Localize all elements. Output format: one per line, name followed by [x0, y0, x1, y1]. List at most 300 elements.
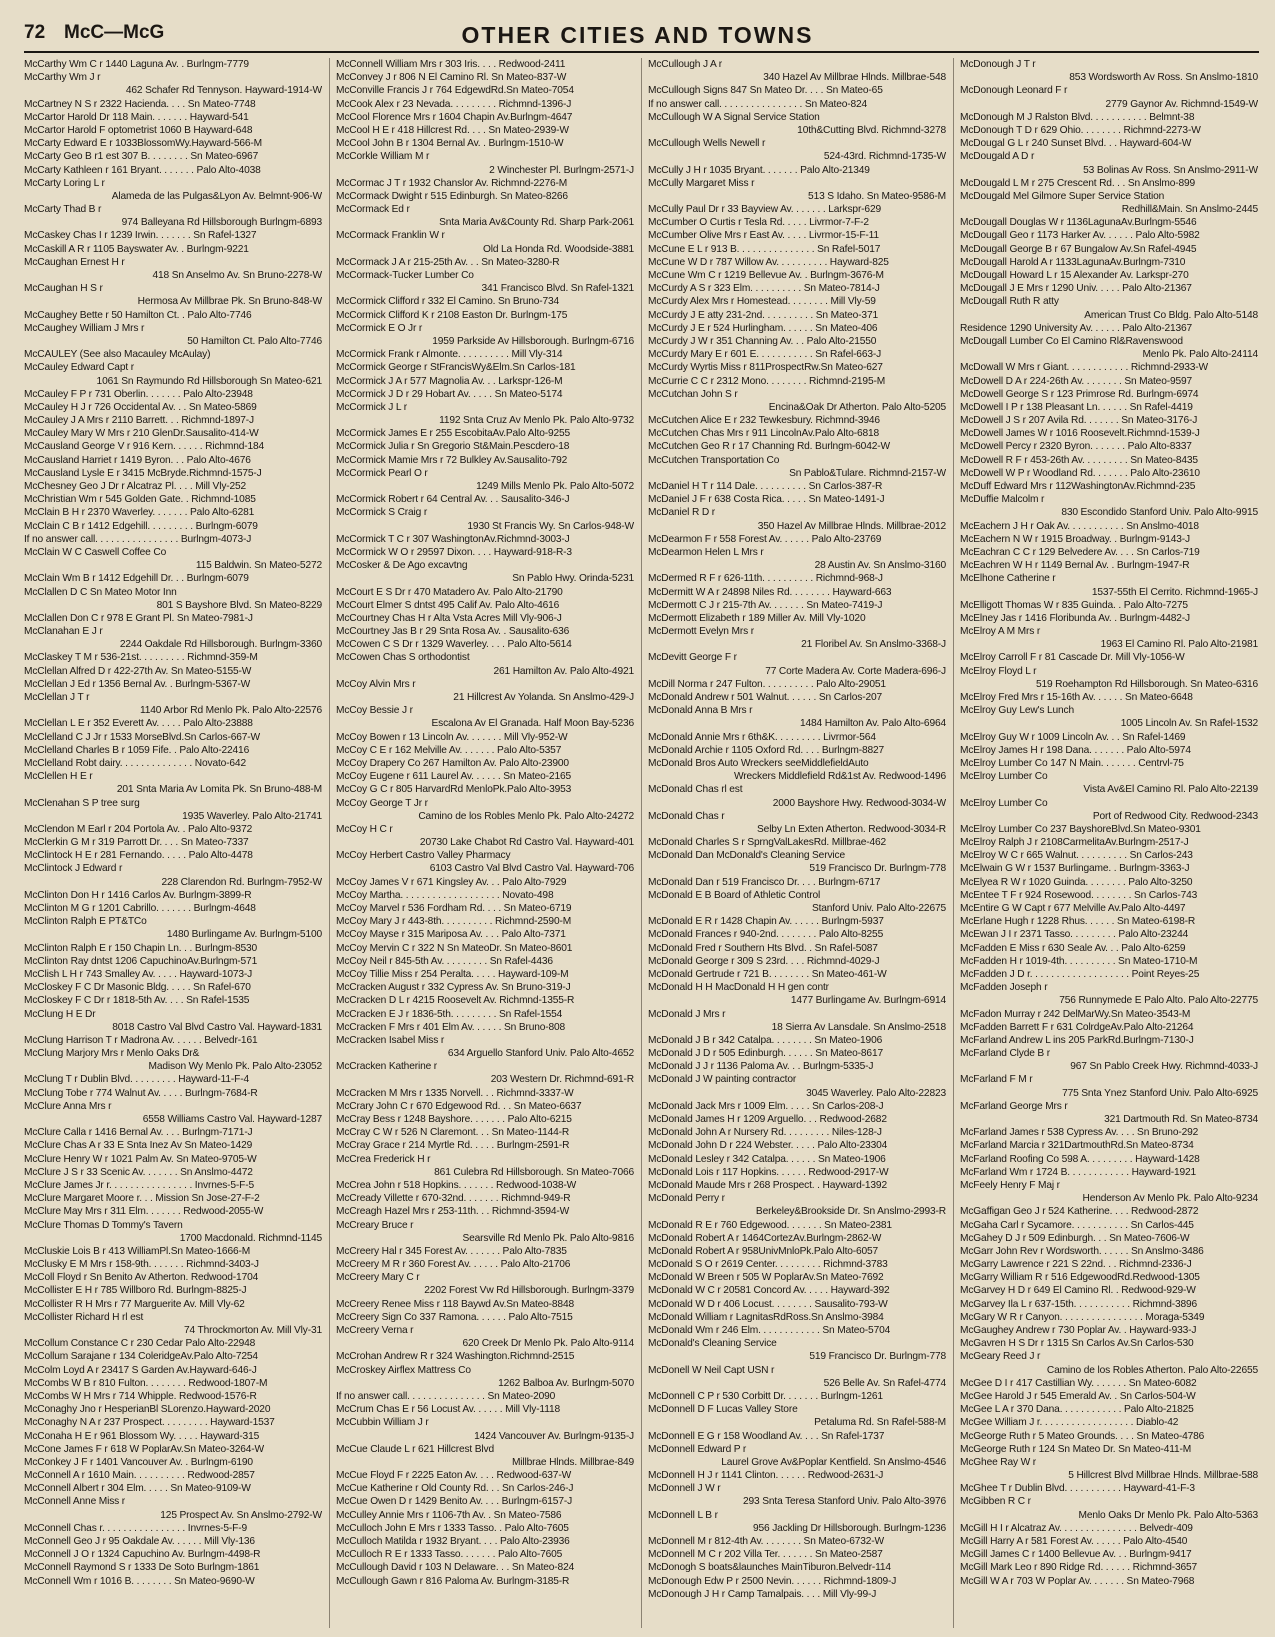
listing-line: McDonough Edw P r 2500 Nevin. . . . . . Richmnd-1809-J: [648, 1575, 897, 1587]
listing-line: McCoy Drapery Co 267 Hamilton Av. Palo Alto-23900: [336, 757, 569, 769]
listing-line: McDonnell Edward P r: [648, 1443, 747, 1455]
listing-line: McCaughey Bette r 50 Hamilton Ct. . Palo Alto-7746: [24, 309, 252, 321]
listing-line: McClain C B r 1412 Edgehill. . . . . . . . . Burlngm-6079: [24, 520, 258, 532]
listing-line: McDonald William r LagnitasRdRoss.Sn Anslmo-3984: [648, 1311, 884, 1323]
listing-line: McCrum Chas E r 56 Locust Av. . . . . . Mill Vly-1118: [336, 1404, 560, 1416]
listing-line: McCormick George r StFrancisWy&Elm.Sn Carlos-181: [336, 362, 576, 374]
listing-line: McCreery Renee Miss r 118 Baywd Av.Sn Mateo-8848: [336, 1298, 574, 1310]
listing-line: McGhee Ray W r: [960, 1456, 1037, 1468]
listing-line: McEachern J H r Oak Av. . . . . . . . . . . Sn Anslmo-4018: [960, 520, 1199, 532]
listing-line: McFarland Clyde B r: [960, 1048, 1050, 1060]
listing-line: McCollum Constance C r 230 Cedar Palo Alto-22948: [24, 1338, 256, 1350]
listing-line: McDougald L M r 275 Crescent Rd. . . Sn Anslmo-899: [960, 177, 1196, 189]
listing-line: 1249 Mills Menlo Pk. Palo Alto-5072: [476, 481, 634, 492]
listing-line: McCluskie Lois B r 413 WilliamPl.Sn Mateo-1666-M: [24, 1245, 251, 1257]
listing-line: If no answer call. . . . . . . . . . . . . . . Sn Mateo-2090: [336, 1390, 556, 1402]
listing-line: 10th&Cutting Blvd. Richmnd-3278: [797, 124, 946, 136]
listing-line: McClain B H r 2370 Waverley. . . . . . . Palo Alto-6281: [24, 507, 255, 519]
listing-line: McElroy Guy W r 1009 Lincoln Av. . . Sn Rafel-1469: [960, 731, 1186, 743]
listing-line: 801 S Bayshore Blvd. Sn Mateo-8229: [156, 599, 322, 611]
listing-line: McGary W R r Canyon. . . . . . . . . . . . . . . . Moraga-5349: [960, 1311, 1205, 1323]
listing-line: McDermott C J r 215-7th Av. . . . . . . Sn Mateo-7419-J: [648, 599, 883, 611]
listing-line: McDougall Harold A r 1133LagunaAv.Burlngm-7310: [960, 256, 1186, 268]
listing-line: McCormick J A r 577 Magnolia Av. . . Larkspr-126-M: [336, 375, 563, 387]
listing-line: McClallen D C Sn Mateo Motor Inn: [24, 586, 177, 598]
listing-line: McErlane Hugh r 1228 Rhus. . . . . . Sn Mateo-6198-R: [960, 916, 1196, 928]
listing-line: McGaha Carl r Sycamore. . . . . . . . . . . Sn Carlos-445: [960, 1219, 1194, 1231]
listing-line: McDonald Anna B Mrs r: [648, 705, 753, 717]
listing-line: 1061 Sn Raymundo Rd Hillsborough Sn Mateo-621: [96, 375, 322, 387]
listing-line: McDearmon F r 558 Forest Av. . . . . . Palo Alto-23769: [648, 533, 882, 545]
listing-line: 8018 Castro Val Blvd Castro Val. Hayward-1831: [112, 1021, 322, 1033]
listing-line: McCartney N S r 2322 Hacienda. . . . Sn Mateo-7748: [24, 98, 256, 110]
listing-line: McDonogh S boats&launches MainTiburon.Belvedr-114: [648, 1562, 891, 1574]
listing-line: McElroy A M Mrs r: [960, 626, 1041, 638]
listing-line: McConnell Wm r 1016 B. . . . . . . . Sn Mateo-9690-W: [24, 1575, 255, 1587]
listing-line: McDonough Leonard F r: [960, 85, 1068, 97]
listing-line: McCaughan Ernest H r: [24, 256, 125, 268]
listing-line: McCoy H C r: [336, 823, 393, 835]
listing-line: McCrea Frederick H r: [336, 1153, 431, 1165]
listing-line: McDowell R F r 453-26th Av. . . . . . . . . Sn Mateo-8435: [960, 454, 1198, 466]
listing-line: McCarthy Wm J r: [24, 72, 101, 84]
listing-line: McCarty Kathleen r 161 Bryant. . . . . . . Palo Alto-4038: [24, 164, 261, 176]
listing-line: 1192 Snta Cruz Av Menlo Pk. Palo Alto-9732: [439, 415, 634, 427]
listing-line: McClinton Ray dntst 1206 CapuchinoAv.Burlngm-571: [24, 955, 258, 967]
listing-line: McDonald Andrew r 501 Walnut. . . . . . Sn Carlos-207: [648, 692, 883, 703]
listing-line: McConnell Chas r. . . . . . . . . . . . . . . . Invrnes-5-F-9: [24, 1522, 247, 1534]
listing-line: Escalona Av El Granada. Half Moon Bay-5236: [431, 718, 634, 730]
listing-line: Madison Wy Menlo Pk. Palo Alto-23052: [148, 1061, 322, 1073]
listing-line: McCauley J A Mrs r 2110 Barrett. . . Richmnd-1897-J: [24, 415, 254, 427]
listing-line: 77 Corte Madera Av. Corte Madera-696-J: [765, 665, 946, 677]
listing-line: McCreery M R r 360 Forest Av. . . . . . Palo Alto-21706: [336, 1259, 571, 1271]
listing-line: McEwan J I r 2371 Tasso. . . . . . . . . Palo Alto-23244: [960, 929, 1189, 941]
listing-line: McCormick E O Jr r: [336, 322, 423, 334]
listing-line: McCone James F r 618 W PoplarAv.Sn Mateo-3264-W: [24, 1443, 264, 1455]
listing-line: 775 Snta Ynez Stanford Univ. Palo Alto-6925: [1062, 1087, 1258, 1099]
listing-line: McCrohan Andrew R r 324 Washington.Richmnd-2515: [336, 1351, 575, 1363]
listing-line: 519 Francisco Dr. Burlngm-778: [809, 863, 946, 875]
listing-line: McConnell Anne Miss r: [24, 1496, 126, 1508]
listing-line: McDougald A D r: [960, 151, 1035, 163]
listing-line: Hermosa Av Millbrae Pk. Sn Bruno-848-W: [137, 296, 322, 308]
listing-line: McCutchan John S r: [648, 388, 738, 400]
listing-line: McDowell James W r 1016 Roosevelt.Richmnd-1539-J: [960, 428, 1200, 440]
listing-line: McCarty Geo B r1 est 307 B. . . . . . . . Sn Mateo-6967: [24, 151, 259, 163]
listing-line: McElroy Fred Mrs r 15-16th Av. . . . . . Sn Mateo-6648: [960, 692, 1193, 703]
listing-line: McCormick Robert r 64 Central Av. . . Sausalito-346-J: [336, 494, 570, 506]
listing-line: McConnell J O r 1324 Capuchino Av. Burlngm-4498-R: [24, 1549, 261, 1561]
listing-line: McDonnell M r 812-4th Av. . . . . . . . Sn Mateo-6732-W: [648, 1536, 884, 1547]
listing-line: 634 Arguello Stanford Univ. Palo Alto-4652: [447, 1048, 634, 1060]
listing-line: McDermott Elizabeth r 189 Miller Av. Mill Vly-1020: [648, 612, 866, 624]
listing-line: McCAULEY (See also Macauley McAulay): [24, 349, 211, 361]
listing-line: McConkey J F r 1401 Vancouver Av. . Burlngm-6190: [24, 1456, 253, 1468]
listing-line: McDonnell D F Lucas Valley Store: [648, 1404, 798, 1416]
listing-column-2: [336, 58, 634, 1628]
listing-line: McDougall Geo r 1173 Harker Av. . . . . . Palo Alto-5982: [960, 230, 1200, 242]
section-title: OTHER CITIES AND TOWNS: [461, 22, 814, 48]
listing-line: McElroy Ralph J r 2108CarmelitaAv.Burlngm-2517-J: [960, 837, 1189, 849]
listing-line: 2244 Oakdale Rd Hillsborough. Burlngm-3360: [119, 639, 322, 651]
listing-line: 341 Francisco Blvd. Sn Rafel-1321: [481, 283, 634, 295]
listing-line: McDowell D A r 224-26th Av. . . . . . . . Sn Mateo-9597: [960, 375, 1193, 387]
listing-line: McCaughan H S r: [24, 283, 103, 295]
listing-line: McDonnell C P r 530 Corbitt Dr. . . . . . . Burlngm-1261: [648, 1390, 883, 1402]
listing-line: McCloskey F C Dr Masonic Bldg. . . . . Sn Rafel-670: [24, 982, 251, 994]
listing-line: McDougald Mel Gilmore Super Service Station: [960, 190, 1165, 202]
listing-line: McCreery Mary C r: [336, 1272, 420, 1284]
listing-line: Camino de los Robles Atherton. Palo Alto-22655: [1046, 1364, 1258, 1376]
listing-line: McClain Wm B r 1412 Edgehill Dr. . . Burlngm-6079: [24, 573, 249, 585]
listing-line: McCracken D L r 4215 Roosevelt Av. Richmnd-1355-R: [336, 995, 575, 1007]
listing-line: McGarr John Rev r Wordsworth. . . . . . Sn Anslmo-3486: [960, 1245, 1204, 1257]
listing-line: McClellan L E r 352 Everett Av. . . . . Palo Alto-23888: [24, 718, 253, 730]
listing-line: McCormack Franklin W r: [336, 230, 445, 242]
listing-line: 74 Throckmorton Av. Mill Vly-31: [183, 1325, 322, 1336]
listing-line: McElney Jas r 1416 Floribunda Av. . Burlngm-4482-J: [960, 612, 1190, 624]
listing-line: McDonald Charles S r SprngValLakesRd. Millbrae-462: [648, 837, 887, 849]
listing-line: McCartor Harold F optometrist 1060 B Hayward-648: [24, 124, 253, 136]
listing-line: McGavren H S Dr r 1315 Sn Carlos Av.Sn Carlos-530: [960, 1338, 1194, 1350]
listing-line: McCarty Edward E r 1033BlossomWy.Hayward-566-M: [24, 138, 262, 150]
listing-line: 28 Austin Av. Sn Anslmo-3160: [814, 560, 946, 572]
listing-line: McDowell George S r 123 Primrose Rd. Burlngm-6974: [960, 388, 1199, 400]
listing-line: McCarty Loring L r: [24, 177, 105, 189]
listing-line: McCook Alex r 23 Nevada. . . . . . . . . Richmnd-1396-J: [336, 98, 572, 110]
listing-line: McCollister E H r 785 Willboro Rd. Burlngm-8825-J: [24, 1285, 247, 1297]
listing-line: McCosker & De Ago excavtng: [336, 560, 468, 572]
listing-line: McClelland C J Jr r 1533 MorseBlvd.Sn Carlos-667-W: [24, 731, 260, 743]
listing-line: McGaffigan Geo J r 524 Katherine. . . . Redwood-2872: [960, 1206, 1199, 1218]
listing-line: McGeorge Ruth r 5 Mateo Grounds. . . . Sn Mateo-4786: [960, 1430, 1205, 1442]
listing-line: McCorkle William M r: [336, 151, 430, 163]
listing-line: McCormack Dwight r 515 Edinburgh. Sn Mateo-8266: [336, 190, 568, 202]
listing-column-3: [648, 58, 946, 1628]
listing-line: McDonald Gertrude r 721 B. . . . . . . . Sn Mateo-461-W: [648, 968, 887, 980]
listing-line: McDonald Perry r: [648, 1193, 725, 1205]
listing-line: McDonald John D r 224 Webster. . . . . Palo Alto-23304: [648, 1140, 888, 1152]
listing-line: McCoy C E r 162 Melville Av. . . . . . . Palo Alto-5357: [336, 744, 562, 756]
listing-line: McCoy Alvin Mrs r: [336, 678, 416, 690]
listing-line: McCausland George V r 916 Kern. . . . . . Richmnd-184: [24, 441, 265, 453]
listing-line: McCully Paul Dr r 33 Bayview Av. . . . . . . Larkspr-629: [648, 204, 881, 216]
listing-line: McClellan J Ed r 1356 Bernal Av. . Burlngm-5367-W: [24, 678, 251, 690]
listing-line: Old La Honda Rd. Woodside-3881: [482, 243, 634, 255]
listing-line: McCaskey Chas I r 1239 Irwin. . . . . . . Sn Rafel-1327: [24, 230, 257, 242]
listing-line: McCormac J T r 1932 Chanslor Av. Richmnd-2276-M: [336, 177, 568, 189]
listing-line: McGahey D J r 509 Edinburgh. . . Sn Mateo-7606-W: [960, 1232, 1190, 1244]
listing-line: McCormack Ed r: [336, 204, 410, 216]
listing-line: McCormick W O r 29597 Dixon. . . . Hayward-918-R-3: [336, 546, 572, 558]
listing-line: 830 Escondido Stanford Univ. Palo Alto-9915: [1061, 507, 1258, 519]
listing-line: McChristian Wm r 545 Golden Gate. . Richmnd-1085: [24, 494, 256, 506]
listing-line: McCaskill A R r 1105 Bayswater Av. . Burlngm-9221: [24, 243, 249, 255]
listing-line: McClelland Charles B r 1059 Fife. . Palo Alto-22416: [24, 744, 250, 756]
listing-line: McClain W C Caswell Coffee Co: [24, 546, 167, 558]
listing-line: McElroy Lumber Co: [960, 771, 1048, 783]
listing-line: McCombs W B r 810 Fulton. . . . . . . . Redwood-1807-M: [24, 1377, 268, 1389]
column-divider: [329, 58, 330, 1628]
listing-line: McDonnell J W r: [648, 1483, 721, 1495]
listing-line: 2779 Gaynor Av. Richmnd-1549-W: [1105, 98, 1258, 110]
listing-line: McEntire G W Capt r 677 Melville Av.Palo Alto-4497: [960, 903, 1186, 914]
listing-line: McFeely Henry F Maj r: [960, 1179, 1060, 1191]
listing-line: McClure May Mrs r 311 Elm. . . . . . . Redwood-2055-W: [24, 1206, 264, 1218]
listing-line: 861 Culebra Rd Hillsborough. Sn Mateo-7066: [434, 1166, 634, 1178]
listing-line: McCune W D r 787 Willow Av. . . . . . . . . . Hayward-825: [648, 256, 889, 268]
listing-line: McDonald John A r Nursery Rd. . . . . . . . . Niles-128-J: [648, 1127, 882, 1139]
listing-line: McDonnell H J r 1141 Clinton. . . . . . Redwood-2631-J: [648, 1470, 884, 1482]
listing-line: McDowell Percy r 2320 Byron. . . . . . . Palo Alto-8337: [960, 441, 1192, 453]
listing-line: McClerkin G M r 319 Parrott Dr. . . . Sn Mateo-7337: [24, 837, 249, 849]
listing-line: McElhone Catherine r: [960, 573, 1056, 585]
listing-line: McFarland Roofing Co 598 A. . . . . . . . . Hayward-1428: [960, 1153, 1200, 1165]
listing-line: 321 Dartmouth Rd. Sn Mateo-8734: [1104, 1114, 1258, 1125]
listing-columns: [24, 58, 1259, 1630]
listing-line: McFadden Joseph r: [960, 982, 1048, 994]
listing-line: McClure Anna Mrs r: [24, 1100, 112, 1112]
listing-line: McGill H I r Alcatraz Av. . . . . . . . . . . . . . . Belvedr-409: [960, 1522, 1193, 1534]
listing-line: McCumber O Curtis r Tesla Rd. . . . . Livrmor-7-F-2: [648, 217, 869, 229]
listing-line: McDonough J H r Camp Tamalpais. . . . Mill Vly-99-J: [648, 1588, 877, 1600]
listing-line: McClendon M Earl r 204 Portola Av. . Palo Alto-9372: [24, 823, 253, 835]
listing-line: McCoy Mayse r 315 Mariposa Av. . . . Palo Alto-7371: [336, 929, 566, 941]
listing-line: McCollister Richard H rl est: [24, 1311, 144, 1323]
listing-line: McDonough T D r 629 Ohio. . . . . . . . Richmnd-2273-W: [960, 124, 1201, 136]
listing-line: McCormack-Tucker Lumber Co: [336, 270, 474, 281]
listing-line: McElroy Lumber Co: [960, 797, 1048, 809]
listing-line: McElwain G W r 1537 Burlingame. . Burlngm-3363-J: [960, 863, 1190, 875]
listing-line: McCreery Verna r: [336, 1325, 414, 1336]
listing-line: McCoy G C r 805 HarvardRd MenloPk.Palo Alto-3953: [336, 784, 572, 796]
listing-line: McClinton Don H r 1416 Carlos Av. Burlngm-3899-R: [24, 889, 252, 901]
listing-line: McGee Harold J r 545 Emerald Av. . Sn Carlos-504-W: [960, 1390, 1196, 1402]
listing-line: 956 Jackling Dr Hillsborough. Burlngm-1236: [752, 1522, 946, 1534]
listing-line: McCoy Bowen r 13 Lincoln Av. . . . . . . Mill Vly-952-W: [336, 731, 568, 743]
listing-line: 115 Baldwin. Sn Mateo-5272: [195, 560, 322, 572]
listing-line: McCully J H r 1035 Bryant. . . . . . . Palo Alto-21349: [648, 164, 870, 176]
listing-line: McClish L H r 743 Smalley Av. . . . . Hayward-1073-J: [24, 968, 253, 980]
listing-line: McGibben R C r: [960, 1496, 1031, 1508]
listing-line: McCurdy A S r 323 Elm. . . . . . . . . . Sn Mateo-7814-J: [648, 283, 880, 295]
listing-line: McGhee T r Dublin Blvd. . . . . . . . . . . Hayward-41-F-3: [960, 1483, 1195, 1495]
listing-line: Snta Maria Av&County Rd. Sharp Park-2061: [439, 217, 634, 229]
listing-line: 3045 Waverley. Palo Alto-22823: [806, 1087, 946, 1099]
listing-line: McConaghy Jno r HesperianBl SLorenzo.Hayward-2020: [24, 1404, 271, 1416]
listing-line: McCullough Gawn r 816 Paloma Av. Burlngm-3185-R: [336, 1575, 570, 1587]
listing-line: McCully Margaret Miss r: [648, 177, 755, 189]
listing-line: McDermed R F r 626-11th. . . . . . . . . . Richmnd-968-J: [648, 573, 883, 585]
listing-line: McClure Calla r 1416 Bernal Av. . . . Burlngm-7171-J: [24, 1127, 253, 1139]
guide-words: McC—McG: [64, 22, 165, 43]
listing-line: McCormick T C r 307 WashingtonAv.Richmnd-3003-J: [336, 533, 570, 545]
listing-line: McCurdy Mary E r 601 E. . . . . . . . . . . Sn Rafel-663-J: [648, 349, 882, 361]
listing-line: McClung H E Dr: [24, 1008, 96, 1020]
listing-line: McClure Henry W r 1021 Palm Av. Sn Mateo-9705-W: [24, 1153, 257, 1165]
listing-line: McCulloch John E Mrs r 1333 Tasso. . Palo Alto-7605: [336, 1522, 569, 1534]
listing-line: McDonald Archie r 1105 Oxford Rd. . . . Burlngm-8827: [648, 744, 885, 756]
listing-line: McCullough David r 103 N Delaware. . . Sn Mateo-824: [336, 1562, 575, 1574]
listing-line: McDonald E R r 1428 Chapin Av. . . . . . Burlngm-5937: [648, 916, 884, 928]
listing-line: McDonald W D r 406 Locust. . . . . . . . Sausalito-793-W: [648, 1298, 888, 1310]
listing-line: McClellan Alfred D r 422-27th Av. Sn Mateo-5155-W: [24, 665, 252, 677]
listing-line: 1700 Macdonald. Richmnd-1145: [179, 1232, 322, 1244]
listing-line: McClure Margaret Moore r. . . Mission Sn Jose-27-F-2: [24, 1193, 260, 1205]
listing-line: McDonald George r 309 S 23rd. . . . Richmnd-4029-J: [648, 955, 880, 967]
listing-line: McFadon Murray r 242 DelMarWy.Sn Mateo-3543-M: [960, 1008, 1191, 1020]
listing-line: Berkeley&Brookside Dr. Sn Anslmo-2993-R: [755, 1206, 946, 1218]
listing-line: McDonald Maude Mrs r 268 Prospect. . Hayward-1392: [648, 1179, 887, 1191]
listing-line: 513 S Idaho. Sn Mateo-9586-M: [808, 190, 946, 202]
listing-line: McCourtney Chas H r Alta Vsta Acres Mill Vly-906-J: [336, 612, 562, 624]
listing-line: McElyea R W r 1020 Guinda. . . . . . . . Palo Alto-3250: [960, 876, 1193, 888]
listing-line: McCubbin William J r: [336, 1417, 429, 1429]
listing-line: McClintock J Edward r: [24, 863, 123, 875]
listing-line: McDonald Dan McDonald's Cleaning Service: [648, 850, 845, 862]
listing-line: McCombs W H Mrs r 714 Whipple. Redwood-1576-R: [24, 1390, 257, 1402]
listing-line: McColl Floyd r Sn Benito Av Atherton. Redwood-1704: [24, 1272, 259, 1284]
listing-line: McElroy Guy Lew's Lunch: [960, 705, 1074, 717]
listing-line: McDonnell E G r 158 Woodland Av. . . . Sn Rafel-1737: [648, 1430, 885, 1442]
listing-line: McCullough J A r: [648, 59, 723, 70]
listing-line: McGill Mark Leo r 890 Ridge Rd. . . . . . Richmnd-3657: [960, 1562, 1198, 1574]
listing-line: McElroy Lumber Co 147 N Main. . . . . . . Centrvl-75: [960, 757, 1184, 769]
listing-line: Stanford Univ. Palo Alto-22675: [811, 903, 946, 914]
listing-line: American Trust Co Bldg. Palo Alto-5148: [1084, 309, 1258, 321]
listing-line: McElroy James H r 198 Dana. . . . . . . Palo Alto-5974: [960, 744, 1191, 756]
listing-line: McDill Norma r 247 Fulton. . . . . . . . . . Palo Alto-29051: [648, 678, 886, 690]
listing-line: McCoy James V r 671 Kingsley Av. . . Palo Alto-7929: [336, 876, 567, 888]
listing-line: McDonnell L B r: [648, 1509, 718, 1521]
listing-line: 203 Western Dr. Richmnd-691-R: [490, 1074, 634, 1086]
listing-line: McFarland Wm r 1724 B. . . . . . . . . . . . Hayward-1921: [960, 1166, 1197, 1178]
listing-line: 6558 Williams Castro Val. Hayward-1287: [142, 1114, 322, 1125]
listing-line: McCulloch R E r 1333 Tasso. . . . . . . Palo Alto-7605: [336, 1549, 563, 1561]
listing-line: McElroy Lumber Co 237 BayshoreBlvd.Sn Mateo-9301: [960, 823, 1201, 835]
listing-line: McCoy Martha. . . . . . . . . . . . . . . . . . . Novato-498: [336, 889, 554, 901]
listing-line: McDonald James H r 1209 Arguello. . . Redwood-2682: [648, 1114, 887, 1125]
listing-line: McFadden J D r. . . . . . . . . . . . . . . . . . . Point Reyes-25: [960, 968, 1200, 980]
listing-line: 1477 Burlingame Av. Burlngm-6914: [790, 995, 946, 1007]
listing-line: McDuff Edward Mrs r 112WashingtonAv.Richmnd-235: [960, 481, 1196, 492]
listing-line: Port of Redwood City. Redwood-2343: [1092, 810, 1258, 822]
listing-line: 853 Wordsworth Av Ross. Sn Anslmo-1810: [1069, 72, 1258, 84]
listing-line: McConnell A r 1610 Main. . . . . . . . . . Redwood-2857: [24, 1470, 255, 1482]
header-rule: [24, 51, 1259, 53]
listing-line: 20730 Lake Chabot Rd Castro Val. Hayward-401: [419, 837, 634, 849]
listing-line: Wreckers Middlefield Rd&1st Av. Redwood-1496: [734, 771, 946, 783]
listing-line: Residence 1290 University Av. . . . . . Palo Alto-21367: [960, 322, 1193, 334]
listing-line: McColm Loyd A r 23417 S Garden Av.Hayward-646-J: [24, 1364, 257, 1376]
listing-line: 21 Hillcrest Av Yolanda. Sn Anslmo-429-J: [453, 692, 634, 703]
listing-line: McGill W A r 703 W Poplar Av. . . . . . . Sn Mateo-7968: [960, 1575, 1195, 1587]
listing-line: McDonald Dan r 519 Francisco Dr. . . . Burlngm-6717: [648, 876, 881, 888]
listing-line: McCrea John r 518 Hopkins. . . . . . . Redwood-1038-W: [336, 1179, 577, 1191]
listing-line: 228 Clarendon Rd. Burlngm-7952-W: [161, 876, 322, 888]
listing-line: McCauley Edward Capt r: [24, 362, 134, 374]
listing-line: McCormick Clifford r 332 El Camino. Sn Bruno-734: [336, 296, 560, 308]
listing-line: McCoy Herbert Castro Valley Pharmacy: [336, 850, 511, 862]
listing-line: McCue Floyd F r 2225 Eaton Av. . . . Redwood-637-W: [336, 1470, 572, 1482]
listing-line: McClellan J T r: [24, 692, 90, 703]
listing-line: McCool H E r 418 Hillcrest Rd. . . . Sn Mateo-2939-W: [336, 124, 569, 136]
listing-line: McClallen Don C r 978 E Grant Pl. Sn Mateo-7981-J: [24, 612, 253, 624]
listing-line: McCracken Katherine r: [336, 1061, 438, 1073]
listing-line: McDonough J T r: [960, 59, 1036, 70]
listing-line: McCurdy Alex Mrs r Homestead. . . . . . . . Mill Vly-59: [648, 296, 876, 308]
listing-line: McClure J S r 33 Scenic Av. . . . . . . Sn Anslmo-4472: [24, 1166, 253, 1178]
listing-line: McDonald J D r 505 Edinburgh. . . . . . Sn Mateo-8617: [648, 1048, 883, 1060]
listing-line: McCollum Sarajane r 134 ColeridgeAv.Palo Alto-7254: [24, 1351, 258, 1363]
listing-line: McDonnell M C r 202 Villa Ter. . . . . . . Sn Mateo-2587: [648, 1549, 883, 1561]
listing-line: McFadden H r 1019-4th. . . . . . . . . . Sn Mateo-1710-M: [960, 955, 1198, 967]
listing-line: McGee William J r. . . . . . . . . . . . . . . . . . Diablo-42: [960, 1417, 1179, 1429]
listing-line: Menlo Oaks Dr Menlo Pk. Palo Alto-5363: [1078, 1509, 1258, 1521]
listing-line: 967 Sn Pablo Creek Hwy. Richmnd-4033-J: [1070, 1061, 1258, 1073]
listing-line: McDonald Fred r Southern Hts Blvd. . Sn Rafel-5087: [648, 942, 878, 954]
listing-line: McDaniel H T r 114 Dale. . . . . . . . . . Sn Carlos-387-R: [648, 481, 883, 492]
listing-line: McGarry William R r 516 EdgewoodRd.Redwood-1305: [960, 1272, 1200, 1284]
listing-line: McCutchen Alice E r 232 Tewkesbury. Richmnd-3946: [648, 415, 880, 427]
listing-line: McClellen H E r: [24, 771, 93, 783]
page-header: [0, 0, 1275, 52]
listing-line: McEachran C C r 129 Belvedere Av. . . . Sn Carlos-719: [960, 546, 1200, 558]
listing-line: McCormick Pearl O r: [336, 467, 428, 479]
listing-line: McCauley Mary W Mrs r 210 GlenDr.Sausalito-414-W: [24, 428, 259, 440]
listing-line: McElroy Carroll F r 81 Cascade Dr. Mill Vly-1056-W: [960, 652, 1185, 664]
listing-line: McDaniel J F r 638 Costa Rica. . . . . Sn Mateo-1491-J: [648, 494, 885, 506]
listing-line: McFadden E Miss r 630 Seale Av. . . Palo Alto-6259: [960, 942, 1186, 954]
listing-line: McCurdy J W r 351 Channing Av. . . Palo Alto-21550: [648, 335, 877, 347]
listing-line: 519 Roehampton Rd Hillsborough. Sn Mateo-6316: [1035, 678, 1258, 690]
listing-line: McDowall W Mrs r Giant. . . . . . . . . . . . Richmnd-2933-W: [960, 362, 1208, 374]
listing-line: McGarry Lawrence r 221 S 22nd. . . Richmnd-2336-J: [960, 1259, 1192, 1271]
listing-line: 293 Snta Teresa Stanford Univ. Palo Alto-3976: [743, 1496, 946, 1508]
listing-line: McDonald's Cleaning Service: [648, 1338, 777, 1350]
listing-line: McDonald Wm r 246 Elm. . . . . . . . . . . . Sn Mateo-5704: [648, 1325, 891, 1336]
listing-line: McDonald S O r 2619 Center. . . . . . . . . Richmnd-3783: [648, 1259, 888, 1271]
listing-line: Henderson Av Menlo Pk. Palo Alto-9234: [1082, 1193, 1258, 1205]
column-divider: [953, 58, 954, 1628]
listing-line: Menlo Pk. Palo Alto-24114: [1142, 349, 1258, 361]
listing-line: McCoy Marvel r 536 Fordham Rd. . . . Sn Mateo-6719: [336, 903, 572, 914]
listing-line: McDonald Jack Mrs r 1009 Elm. . . . . Sn Carlos-208-J: [648, 1100, 884, 1112]
listing-line: If no answer call. . . . . . . . . . . . . . . . Burlngm-4073-J: [24, 533, 252, 545]
listing-line: McCormick Julia r Sn Gregorio St&Main.Pescdero-18: [336, 441, 570, 453]
listing-line: McCurdy J E atty 231-2nd. . . . . . . . . . Sn Mateo-371: [648, 309, 878, 321]
listing-line: McDougall J E Mrs r 1290 Univ. . . . . Palo Alto-21367: [960, 283, 1192, 295]
listing-line: McClenahan S P tree surg: [24, 797, 140, 809]
listing-line: McCollister R H Mrs r 77 Marguerite Av. Mill Vly-62: [24, 1298, 245, 1310]
listing-line: Vista Av&El Camino Rl. Palo Alto-22139: [1083, 784, 1258, 796]
listing-line: 261 Hamilton Av. Palo Alto-4921: [493, 665, 634, 677]
listing-line: 620 Creek Dr Menlo Pk. Palo Alto-9114: [462, 1338, 634, 1350]
listing-line: McCue Claude L r 621 Hillcrest Blvd: [336, 1443, 495, 1455]
listing-line: McEachern N W r 1915 Broadway. . Burlngm-9143-J: [960, 533, 1190, 545]
listing-line: McConnell William Mrs r 303 Iris. . . . Redwood-2411: [336, 59, 566, 70]
listing-line: McDougall Douglas W r 1136LagunaAv.Burlngm-5546: [960, 217, 1197, 229]
listing-line: McCloskey F C Dr r 1818-5th Av. . . . Sn Rafel-1535: [24, 995, 250, 1007]
listing-line: McCreery Hal r 345 Forest Av. . . . . . . Palo Alto-7835: [336, 1245, 567, 1257]
listing-line: McCormick J L r: [336, 401, 407, 413]
listing-line: McGarvey Ila L r 637-15th. . . . . . . . . . . Richmnd-3896: [960, 1298, 1198, 1310]
listing-line: 1959 Parkside Av Hillsborough. Burlngm-6716: [432, 335, 634, 347]
listing-line: 1480 Burlingame Av. Burlngm-5100: [166, 929, 322, 941]
listing-line: McClinton Ralph E r 150 Chapin Ln. . . Burlngm-8530: [24, 942, 258, 954]
listing-line: McDonald Annie Mrs r 6th&K. . . . . . . . . Livrmor-564: [648, 731, 876, 743]
